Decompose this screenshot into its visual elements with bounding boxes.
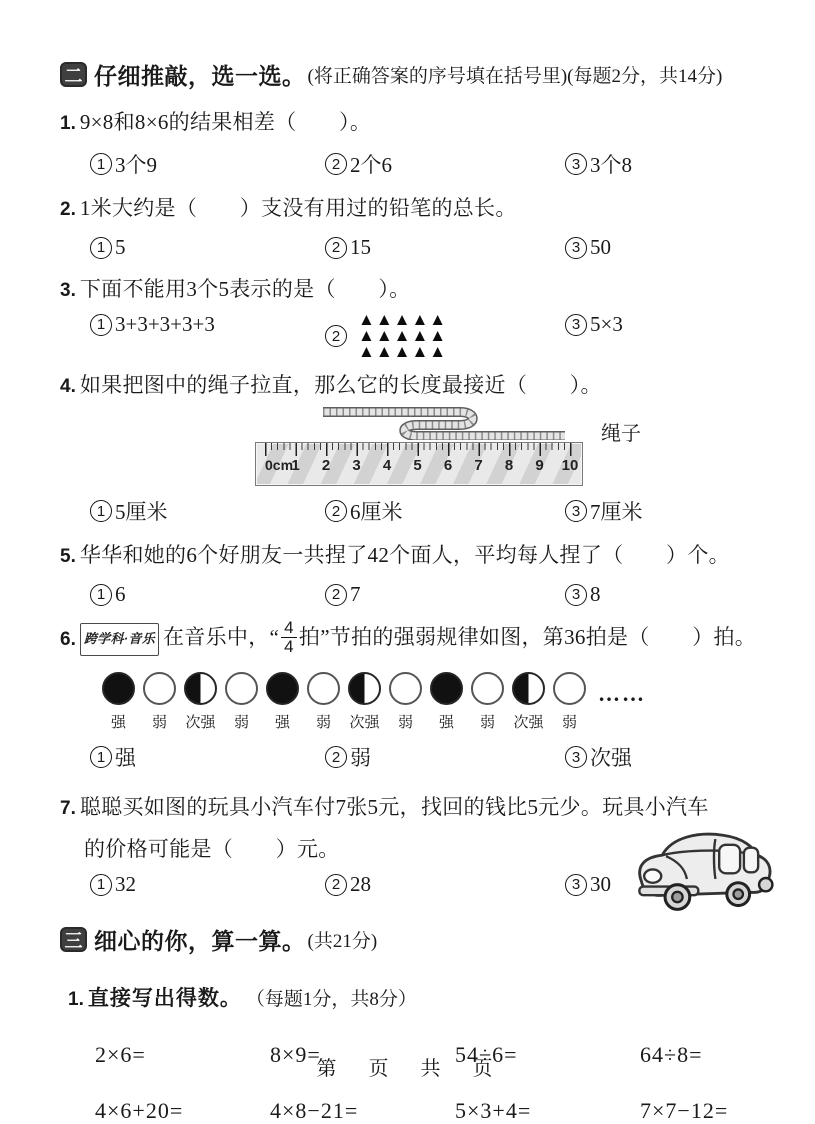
option-label: 28 [350, 872, 371, 897]
question-2-options [60, 235, 775, 260]
beat [467, 672, 508, 732]
section2-note: (将正确答案的序号填在括号里)(每题2分，共14分) [307, 66, 723, 87]
option-label: 2个6 [350, 153, 392, 177]
question-4 [60, 370, 775, 526]
beat-circle-none [389, 672, 422, 705]
section3-number-badge: 三 [60, 927, 87, 952]
beat [180, 672, 221, 732]
beat-circle-half [512, 672, 545, 705]
triangle-row: ▲▲▲▲▲ [358, 310, 448, 329]
triangle-row: ▲▲▲▲▲ [358, 342, 448, 362]
ruler-number: 3 [352, 457, 361, 475]
section3-sub1 [68, 982, 775, 1012]
ruler-number: 7 [474, 457, 483, 475]
section2-header [60, 58, 775, 91]
question-number: 4. [60, 376, 76, 398]
beat-label: 弱 [561, 715, 577, 732]
option-number: 3 [565, 314, 587, 336]
section3-title: 细心的你，算一算。 [94, 929, 306, 955]
question-1-options [60, 149, 775, 179]
option [565, 496, 775, 526]
question-text: 如果把图中的绳子拉直，那么它的长度最接近（ ）。 [79, 373, 602, 398]
triangle-row: ▲▲▲▲▲ [358, 326, 448, 346]
beat-circle-none [225, 672, 258, 705]
question-text: 华华和她的6个好朋友一共捏了42个面人，平均每人捏了（ ）个。 [79, 543, 730, 568]
beat [139, 672, 180, 732]
option-number: 1 [90, 500, 112, 522]
beat-label: 次强 [349, 715, 380, 732]
option-number: 1 [90, 584, 112, 606]
question-text: 1米大约是（ ）支没有用过的铅笔的总长。 [79, 196, 517, 220]
question-3 [60, 274, 775, 360]
beat-label: 次强 [185, 715, 216, 732]
calc-item: 4×8−21= [270, 1098, 359, 1124]
option [565, 312, 775, 337]
option-label: 5×3 [590, 312, 623, 336]
beat-circle-none [307, 672, 340, 705]
beat-label: 强 [274, 715, 290, 732]
ruler-numbers [265, 457, 579, 481]
question-text-after: 拍”节拍的强弱规律如图，第36拍是（ ）拍。 [298, 625, 757, 650]
question-2-stem [60, 193, 775, 225]
beat-circle-full [102, 672, 135, 705]
ruler-number: 4 [382, 457, 392, 475]
beat-pattern-figure [98, 672, 775, 732]
question-6-options [60, 742, 775, 772]
section3-note: (共21分) [307, 931, 378, 953]
option-number: 3 [565, 746, 587, 768]
question-5-stem [60, 540, 775, 572]
question-7 [60, 786, 775, 897]
option-number: 3 [565, 237, 587, 259]
beat-label: 弱 [151, 715, 167, 732]
calc-row [60, 1098, 775, 1124]
option-number: 1 [90, 237, 112, 259]
option [325, 312, 565, 360]
option [325, 872, 565, 897]
fraction-numerator: 4 [281, 619, 297, 638]
ruler-number: 10 [561, 457, 579, 475]
option [90, 235, 325, 260]
option [90, 496, 325, 526]
rope-image [255, 406, 595, 440]
option-label: 8 [590, 582, 601, 607]
calc-item: 8×9= [270, 1042, 321, 1068]
option-number: 1 [90, 874, 112, 896]
question-1-stem [60, 107, 775, 139]
option [325, 582, 565, 607]
beat-label: 强 [438, 715, 454, 732]
question-number: 3. [60, 280, 76, 301]
question-1 [60, 107, 775, 179]
beat-label: 弱 [233, 715, 249, 732]
beat-circle-none [143, 672, 176, 705]
question-number: 5. [60, 546, 76, 568]
option-label: 3个8 [590, 153, 632, 177]
option [90, 742, 325, 772]
calc-item: 7×7−12= [640, 1098, 729, 1124]
beat [508, 672, 549, 732]
ruler-image [255, 442, 583, 486]
option [565, 742, 775, 772]
question-4-options [60, 496, 775, 526]
question-number: 1. [60, 113, 76, 134]
question-3-stem [60, 274, 775, 306]
section2-number-badge: 二 [60, 62, 87, 87]
option-number: 2 [325, 874, 347, 896]
option-number: 1 [90, 314, 112, 336]
option-label: 3+3+3+3+3 [115, 312, 215, 336]
question-6 [60, 618, 775, 772]
option-label: 弱 [350, 746, 371, 771]
option [325, 235, 565, 260]
option-number: 2 [325, 237, 347, 259]
option-number: 2 [325, 746, 347, 768]
ruler-number: 5 [413, 457, 422, 475]
option-number: 2 [325, 153, 347, 175]
beat-label: 弱 [397, 715, 413, 732]
option-label: 次强 [590, 746, 632, 771]
question-text: 9×8和8×6的结果相差（ ）。 [79, 110, 372, 134]
option-number: 3 [565, 500, 587, 522]
triangle-grid-image [358, 312, 447, 360]
fraction-denominator: 4 [284, 637, 294, 657]
option-label: 6 [115, 582, 126, 607]
question-text-line2: 的价格可能是（ ）元。 [84, 837, 340, 862]
rope-row [255, 406, 675, 446]
option [90, 582, 325, 607]
question-4-stem [60, 370, 775, 402]
option-label: 5厘米 [115, 500, 168, 525]
page-footer: 第 页 共 页 [316, 1058, 499, 1080]
option-number: 2 [325, 584, 347, 606]
option [90, 312, 325, 337]
calc-item: 5×3+4= [455, 1098, 532, 1124]
option-label: 50 [590, 235, 611, 259]
question-text [80, 618, 757, 658]
question-5-options [60, 582, 775, 607]
beat-label: 弱 [315, 715, 331, 732]
beat-circle-none [553, 672, 586, 705]
sub-question-number: 1. [68, 989, 84, 1011]
beat [262, 672, 303, 732]
beats-ellipsis: …… [598, 681, 646, 707]
option-label: 5 [115, 235, 126, 259]
option-label: 32 [115, 872, 136, 897]
option-number: 1 [90, 746, 112, 768]
option-label: 7 [350, 582, 361, 607]
fraction-4-4 [281, 619, 297, 656]
option [90, 149, 325, 179]
question-number: 6. [60, 628, 76, 650]
option-label: 7厘米 [590, 500, 643, 525]
beat-label: 弱 [479, 715, 495, 732]
beat [385, 672, 426, 732]
calc-item: 54÷6= [455, 1042, 518, 1068]
rope-label: 绳子 [601, 423, 641, 446]
beat-label: 强 [110, 715, 126, 732]
beat-circle-full [266, 672, 299, 705]
option-label: 6厘米 [350, 500, 403, 525]
ruler-number: 6 [443, 457, 453, 475]
ruler-number: 0cm [265, 457, 294, 474]
option [565, 235, 775, 260]
beat-circle-none [471, 672, 504, 705]
option [325, 496, 565, 526]
option-label: 3个9 [115, 153, 157, 177]
beat [549, 672, 590, 732]
beat-circle-half [184, 672, 217, 705]
ruler-number: 9 [535, 457, 544, 475]
ruler-number: 8 [504, 457, 514, 475]
option-number: 3 [565, 584, 587, 606]
sub-question-text: 直接写出得数。 [87, 986, 242, 1011]
question-text-before: 在音乐中，“ [163, 625, 280, 650]
option [325, 742, 565, 772]
cross-subject-music-badge: 跨学科·音乐 [80, 623, 159, 656]
rope-and-ruler-figure [255, 406, 675, 486]
question-5 [60, 540, 775, 607]
option-label: 强 [115, 746, 136, 771]
option-number: 3 [565, 153, 587, 175]
beat [98, 672, 139, 732]
beat-label: 次强 [513, 715, 544, 732]
question-7-stem [60, 786, 775, 828]
beat [303, 672, 344, 732]
option-label: 15 [350, 235, 371, 259]
beat [426, 672, 467, 732]
option-number: 2 [325, 500, 347, 522]
calc-item: 2×6= [95, 1042, 146, 1068]
option-label: 30 [590, 872, 611, 897]
toy-car-image [628, 823, 780, 915]
calc-item: 4×6+20= [95, 1098, 184, 1124]
option [565, 149, 775, 179]
ruler-number: 2 [321, 457, 331, 475]
question-number: 7. [60, 798, 76, 820]
option [565, 582, 775, 607]
ruler-number: 1 [291, 457, 300, 475]
question-text: 下面不能用3个5表示的是（ ）。 [79, 277, 411, 301]
beat [221, 672, 262, 732]
beat-circle-full [430, 672, 463, 705]
question-2 [60, 193, 775, 260]
section3-header [60, 923, 775, 956]
question-number: 2. [60, 199, 76, 220]
beat-circle-half [348, 672, 381, 705]
question-text-line1: 聪聪买如图的玩具小汽车付7张5元，找回的钱比5元少。玩具小汽车 [79, 795, 709, 820]
option-number: 2 [325, 325, 347, 347]
option [90, 872, 325, 897]
option-number: 3 [565, 874, 587, 896]
question-6-stem [60, 618, 775, 658]
option-number: 1 [90, 153, 112, 175]
option [325, 149, 565, 179]
beat [344, 672, 385, 732]
calc-item: 64÷8= [640, 1042, 703, 1068]
question-3-options [60, 312, 775, 360]
section2-title: 仔细推敲，选一选。 [94, 64, 306, 89]
sub-question-note: （每题1分，共8分） [245, 989, 417, 1011]
ruler-major-ticks [265, 443, 572, 456]
